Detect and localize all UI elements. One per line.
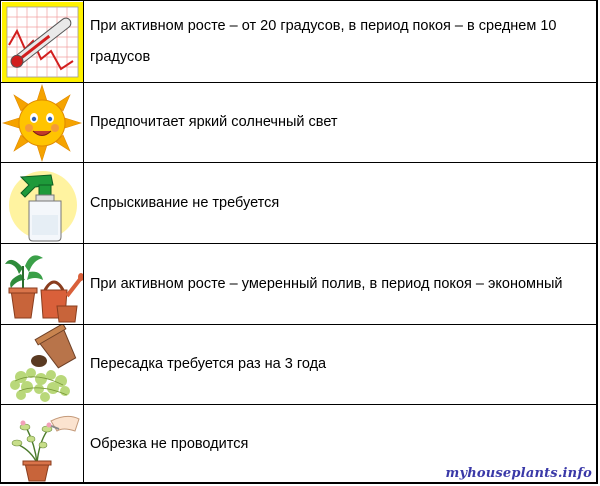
repotting-icon-cell bbox=[1, 325, 84, 404]
pruning-icon bbox=[1, 405, 84, 483]
temperature-text: При активном росте – от 20 градусов, в период покоя – в среднем 10 градусов bbox=[90, 17, 557, 65]
care-row-light bbox=[1, 83, 597, 163]
repotting-text: Пересадка требуется раз на 3 года bbox=[90, 356, 327, 372]
pruning-icon-cell bbox=[1, 405, 84, 483]
temperature-icon-cell bbox=[1, 1, 84, 82]
light-text: Предпочитает яркий солнечный свет bbox=[90, 114, 338, 130]
spray-bottle-icon bbox=[1, 163, 84, 243]
care-row-spraying bbox=[1, 163, 597, 244]
care-row-repotting bbox=[1, 325, 597, 405]
spraying-icon-cell bbox=[1, 163, 84, 243]
repotting-icon bbox=[1, 325, 84, 404]
care-row-watering bbox=[1, 244, 597, 325]
care-row-temperature bbox=[1, 1, 597, 83]
watering-text: При активном росте – умеренный полив, в период покоя – экономный bbox=[90, 275, 563, 292]
light-icon-cell bbox=[1, 83, 84, 162]
watering-icon-cell bbox=[1, 244, 84, 324]
thermometer-chart-icon bbox=[1, 1, 84, 82]
spraying-text: Спрыскивание не требуется bbox=[90, 194, 280, 211]
sun-icon bbox=[1, 83, 84, 162]
watering-can-icon bbox=[1, 244, 84, 324]
pruning-text: Обрезка не проводится bbox=[90, 435, 249, 452]
site-watermark: myhouseplants.info bbox=[445, 466, 592, 481]
